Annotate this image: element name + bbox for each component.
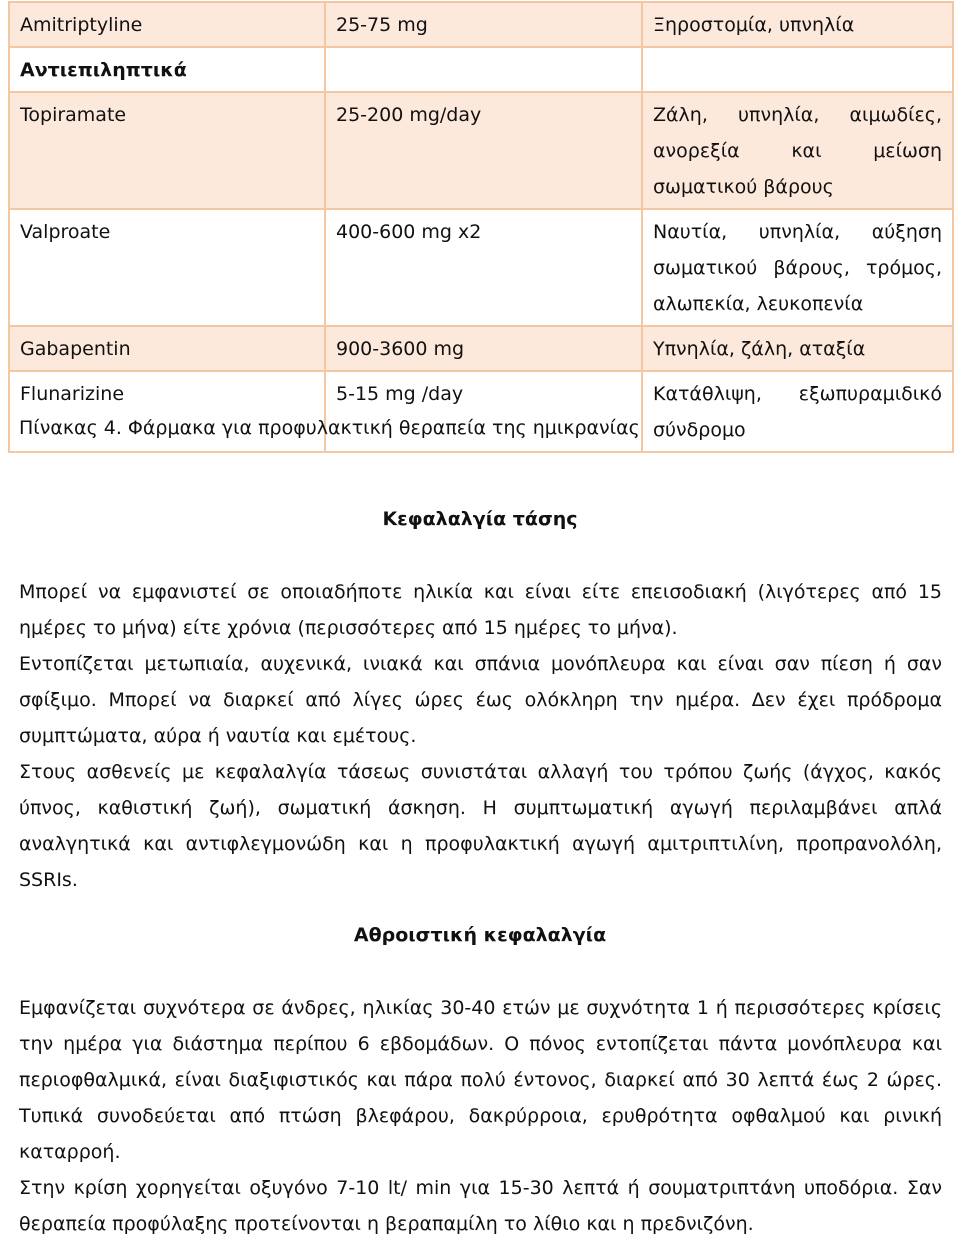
side-effects-cell: Κατάθλιψη, εξωπυραμιδικό σύνδρομο (642, 371, 953, 452)
side-effects-cell: Ξηροστομία, υπνηλία (642, 2, 953, 47)
dose-cell: 900-3600 mg (325, 326, 642, 371)
drug-name-cell: Flunarizine (9, 371, 325, 452)
dose-cell: 25-75 mg (325, 2, 642, 47)
dose-cell: 25-200 mg/day (325, 92, 642, 209)
paragraph-tension-3: Στους ασθενείς με κεφαλαλγία τάσεως συνιστάται αλλαγή του τρόπου ζωής (άγχος, κακός ύπνος, καθιστική ζωή), σωματική άσκηση. Η συμπτωματική αγωγή περιλαμβάνει απλά αναλγητικά και αντιφλεγμονώδη και η προφυλακτική αγωγή αμιτριπτιλίνη, προπρανολόλη, SSRIs. (19, 761, 942, 891)
table-row (9, 47, 953, 92)
paragraph-cluster-1: Εμφανίζεται συχνότερα σε άνδρες, ηλικίας 30-40 ετών με συχνότητα 1 ή περισσότερες κρίσεις την ημέρα για διάστημα περίπου 6 εβδομάδων. Ο πόνος εντοπίζεται πάντα μονόπλευρα και περιοφθαλμικά, είναι διαξιφιστικός και πάρα πολύ έντονος, διαρκεί από 30 λεπτά έως 2 ώρες. Τυπικά συνοδεύεται από πτώση βλεφάρου, δακρύρροια, ερυθρότητα οφθαλμού και ρινική καταρροή. (19, 997, 942, 1163)
dose-cell: 5-15 mg /day (325, 371, 642, 452)
table-caption: Πίνακας 4. Φάρμακα για προφυλακτική θεραπεία της ημικρανίας (19, 417, 640, 439)
table-body (9, 2, 953, 452)
migraine-prophylaxis-table (8, 1, 954, 453)
side-effects-cell: Υπνηλία, ζάλη, αταξία (642, 326, 953, 371)
side-effects-cell: Ζάλη, υπνηλία, αιμωδίες, ανορεξία και μείωση σωματικού βάρους (642, 92, 953, 209)
empty-cell (325, 47, 642, 92)
section-heading-tension: Κεφαλαλγία τάσης (382, 508, 578, 530)
table-row (9, 2, 953, 47)
paragraph-tension-2: Εντοπίζεται μετωπιαία, αυχενικά, ινιακά και σπάνια μονόπλευρα και είναι σαν πίεση ή σαν σφίξιμο. Μπορεί να διαρκεί από λίγες ώρες έως ολόκληρη την ημέρα. Δεν έχει πρόδρομα συμπτώματα, αύρα ή ναυτία και εμέτους. (19, 653, 942, 747)
drug-name-cell: Valproate (9, 209, 325, 326)
table-row (9, 326, 953, 371)
paragraph-cluster-2: Στην κρίση χορηγείται οξυγόνο 7-10 lt/ min για 15-30 λεπτά ή σουματριπτάνη υποδόρια. Σαν θεραπεία προφύλαξης προτείνονται η βεραπαμίλη το λίθιο και η πρεδνιζόνη. (19, 1177, 942, 1235)
empty-cell (642, 47, 953, 92)
drug-name-cell: Amitriptyline (9, 2, 325, 47)
paragraph-tension-1: Μπορεί να εμφανιστεί σε οποιαδήποτε ηλικία και είναι είτε επεισοδιακή (λιγότερες από 15 ημέρες το μήνα) είτε χρόνια (περισσότερες από 15 ημέρες το μήνα). (19, 581, 942, 639)
drug-name-cell: Gabapentin (9, 326, 325, 371)
category-cell: Αντιεπιληπτικά (9, 47, 325, 92)
table-row (9, 92, 953, 209)
section-heading-cluster: Αθροιστική κεφαλαλγία (353, 924, 607, 946)
side-effects-cell: Ναυτία, υπνηλία, αύξηση σωματικού βάρους, τρόμος, αλωπεκία, λευκοπενία (642, 209, 953, 326)
table-row (9, 209, 953, 326)
dose-cell: 400-600 mg x2 (325, 209, 642, 326)
drug-name-cell: Topiramate (9, 92, 325, 209)
